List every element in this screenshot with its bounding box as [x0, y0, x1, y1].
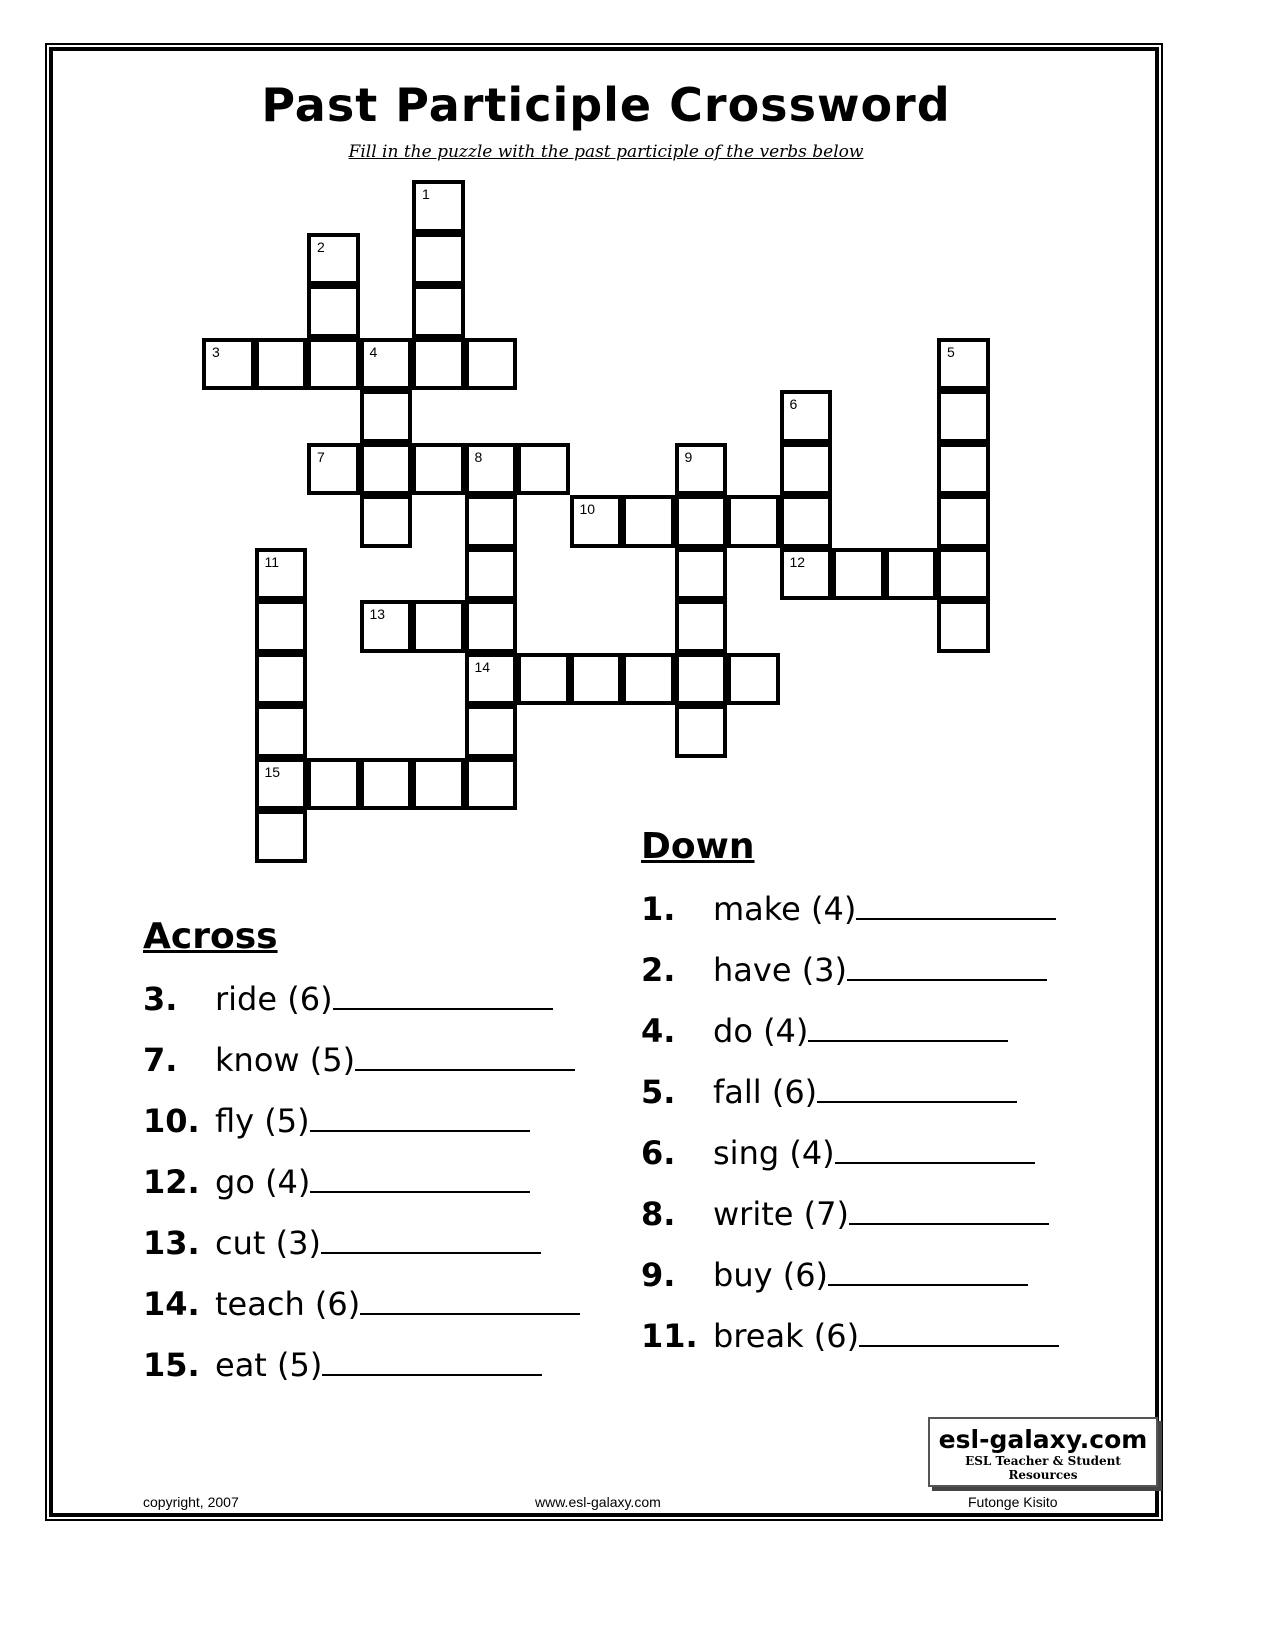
- grid-cell[interactable]: [360, 758, 413, 811]
- clue-verb: buy (6): [713, 1256, 829, 1294]
- clue-number: 4: [369, 343, 378, 360]
- grid-cell[interactable]: [937, 443, 990, 496]
- grid-cell[interactable]: [937, 390, 990, 443]
- clue-verb: go (4): [215, 1163, 311, 1201]
- clue-verb: sing (4): [713, 1134, 835, 1172]
- across-clue: [143, 1346, 542, 1384]
- answer-blank[interactable]: [828, 1258, 1028, 1286]
- clue-verb: fly (5): [215, 1102, 310, 1140]
- grid-cell[interactable]: [465, 338, 518, 391]
- clue-number-label: 13.: [143, 1224, 200, 1262]
- grid-cell[interactable]: [412, 443, 465, 496]
- grid-cell[interactable]: [780, 443, 833, 496]
- grid-cell[interactable]: [727, 653, 780, 706]
- grid-cell[interactable]: [675, 548, 728, 601]
- across-clue: [143, 1285, 580, 1323]
- down-clue: [641, 951, 1047, 989]
- down-clue: [641, 1195, 1049, 1233]
- down-clue: [641, 1256, 1028, 1294]
- grid-cell[interactable]: [675, 653, 728, 706]
- clue-number: 9: [684, 448, 693, 465]
- grid-cell[interactable]: [885, 548, 938, 601]
- clue-number-label: 11.: [641, 1317, 698, 1355]
- answer-blank[interactable]: [808, 1014, 1008, 1042]
- clue-number-label: 2.: [641, 951, 676, 989]
- across-clue: [143, 1224, 541, 1262]
- grid-cell[interactable]: [255, 600, 308, 653]
- grid-cell[interactable]: [307, 285, 360, 338]
- footer-url: www.esl-galaxy.com: [535, 1494, 661, 1510]
- grid-cell[interactable]: [360, 495, 413, 548]
- clue-number: 11: [264, 553, 280, 570]
- grid-cell[interactable]: [937, 495, 990, 548]
- clue-number: 12: [789, 553, 806, 570]
- grid-cell[interactable]: [412, 180, 465, 233]
- grid-cell[interactable]: [622, 495, 675, 548]
- grid-cell[interactable]: [255, 810, 308, 863]
- grid-cell[interactable]: [465, 548, 518, 601]
- grid-cell[interactable]: [675, 705, 728, 758]
- grid-cell[interactable]: [412, 338, 465, 391]
- clue-number-label: 10.: [143, 1102, 200, 1140]
- answer-blank[interactable]: [322, 1348, 542, 1376]
- clue-number-label: 14.: [143, 1285, 200, 1323]
- instructions: Fill in the puzzle with the past participle of the verbs below: [348, 142, 864, 162]
- across-clue: [143, 980, 553, 1018]
- clue-number-label: 7.: [143, 1041, 178, 1079]
- grid-cell[interactable]: [465, 758, 518, 811]
- down-clue: [641, 1012, 1008, 1050]
- answer-blank[interactable]: [321, 1226, 541, 1254]
- clue-number: 6: [789, 396, 798, 412]
- clue-verb: write (7): [713, 1195, 849, 1233]
- grid-cell[interactable]: [937, 548, 990, 601]
- clue-number: 1: [422, 186, 430, 202]
- clue-number-label: 4.: [641, 1012, 676, 1050]
- clue-verb: do (4): [713, 1012, 809, 1050]
- clue-number: 15: [264, 763, 281, 780]
- clue-number: 5: [947, 343, 955, 360]
- grid-cell[interactable]: [465, 705, 518, 758]
- grid-cell[interactable]: [360, 390, 413, 443]
- grid-cell[interactable]: [202, 338, 255, 391]
- clue-verb: know (5): [215, 1041, 356, 1079]
- grid-cell[interactable]: [465, 600, 518, 653]
- answer-blank[interactable]: [355, 1043, 575, 1071]
- grid-cell[interactable]: [780, 390, 833, 443]
- clue-number: 7: [317, 448, 325, 465]
- grid-cell[interactable]: [412, 600, 465, 653]
- clue-verb: teach (6): [215, 1285, 361, 1323]
- grid-cell[interactable]: [360, 338, 413, 391]
- page-title: Past Participle Crossword: [261, 78, 951, 132]
- down-clue: [641, 1317, 1059, 1355]
- grid-cell[interactable]: [255, 548, 308, 601]
- footer-copyright: copyright, 2007: [143, 1494, 239, 1510]
- clue-verb: ride (6): [215, 980, 333, 1018]
- answer-blank[interactable]: [835, 1136, 1035, 1164]
- answer-blank[interactable]: [847, 953, 1047, 981]
- clue-number-label: 15.: [143, 1346, 200, 1384]
- grid-cell[interactable]: [937, 600, 990, 653]
- grid-cell[interactable]: [412, 233, 465, 286]
- clue-number: 14: [474, 658, 491, 675]
- grid-cell[interactable]: [255, 653, 308, 706]
- logo-text: esl-galaxy.com: [938, 1425, 1148, 1454]
- across-clue: [143, 1041, 575, 1079]
- clue-number: 10: [579, 501, 596, 517]
- clue-number: 3: [212, 343, 220, 360]
- answer-blank[interactable]: [859, 1319, 1059, 1347]
- clue-number-label: 3.: [143, 980, 178, 1018]
- down-heading: Down: [641, 826, 755, 867]
- answer-blank[interactable]: [856, 892, 1056, 920]
- grid-cell[interactable]: [307, 338, 360, 391]
- clue-verb: make (4): [713, 890, 857, 928]
- clue-number: 2: [317, 238, 325, 255]
- footer-author: Futonge Kisito: [968, 1494, 1058, 1510]
- answer-blank[interactable]: [817, 1075, 1017, 1103]
- clue-verb: cut (3): [215, 1224, 321, 1262]
- grid-cell[interactable]: [780, 548, 833, 601]
- grid-cell[interactable]: [360, 443, 413, 496]
- grid-cell[interactable]: [570, 653, 623, 706]
- grid-cell[interactable]: [570, 495, 623, 548]
- grid-cell[interactable]: [727, 495, 780, 548]
- clue-verb: eat (5): [215, 1346, 323, 1384]
- clue-number-label: 5.: [641, 1073, 676, 1111]
- grid-cell[interactable]: [307, 758, 360, 811]
- clue-number-label: 1.: [641, 890, 676, 928]
- grid-cell[interactable]: [675, 600, 728, 653]
- across-clue: [143, 1102, 530, 1140]
- grid-cell[interactable]: [360, 600, 413, 653]
- grid-cell[interactable]: [307, 233, 360, 286]
- answer-blank[interactable]: [360, 1287, 580, 1315]
- clue-number-label: 8.: [641, 1195, 676, 1233]
- grid-cell[interactable]: [780, 495, 833, 548]
- esl-galaxy-logo: [928, 1417, 1158, 1487]
- clue-number: 8: [474, 448, 483, 465]
- across-heading: Across: [143, 916, 278, 957]
- across-clue: [143, 1163, 530, 1201]
- answer-blank[interactable]: [849, 1197, 1049, 1225]
- down-clue: [641, 890, 1056, 928]
- clue-verb: fall (6): [713, 1073, 818, 1111]
- answer-blank[interactable]: [310, 1165, 530, 1193]
- grid-cell[interactable]: [517, 653, 570, 706]
- grid-cell[interactable]: [255, 338, 308, 391]
- clue-verb: break (6): [713, 1317, 860, 1355]
- clue-verb: have (3): [713, 951, 848, 989]
- logo-tagline: ESL Teacher & Student Resources: [965, 1454, 1121, 1482]
- grid-cell[interactable]: [307, 443, 360, 496]
- grid-cell[interactable]: [517, 443, 570, 496]
- grid-cell[interactable]: [255, 758, 308, 811]
- clue-number-label: 12.: [143, 1163, 200, 1201]
- clue-number: 13: [369, 606, 386, 622]
- grid-cell[interactable]: [937, 338, 990, 391]
- grid-cell[interactable]: [465, 653, 518, 706]
- clue-number-label: 6.: [641, 1134, 676, 1172]
- down-clue: [641, 1073, 1017, 1111]
- grid-cell[interactable]: [675, 495, 728, 548]
- grid-cell[interactable]: [255, 705, 308, 758]
- grid-cell[interactable]: [412, 285, 465, 338]
- grid-cell[interactable]: [412, 758, 465, 811]
- grid-cell[interactable]: [675, 443, 728, 496]
- answer-blank[interactable]: [333, 982, 553, 1010]
- grid-cell[interactable]: [465, 443, 518, 496]
- grid-cell[interactable]: [832, 548, 885, 601]
- down-clue: [641, 1134, 1035, 1172]
- grid-cell[interactable]: [465, 495, 518, 548]
- clue-number-label: 9.: [641, 1256, 676, 1294]
- answer-blank[interactable]: [310, 1104, 530, 1132]
- grid-cell[interactable]: [622, 653, 675, 706]
